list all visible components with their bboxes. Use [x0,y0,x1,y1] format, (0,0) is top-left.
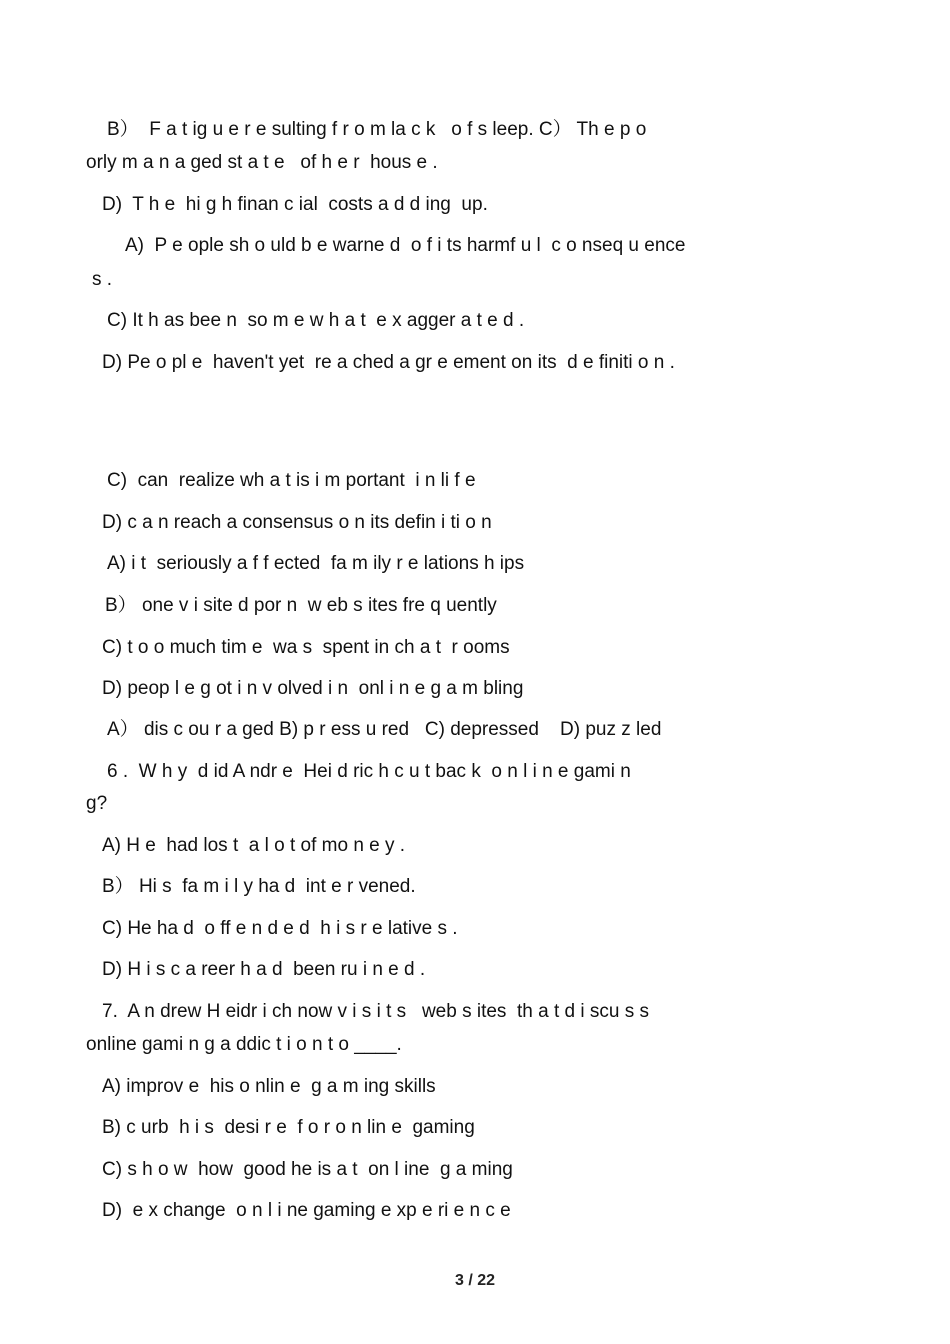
option-c-exaggerated: C) It h as bee n so m e w h a t e x agger a t e d . [107,310,525,331]
q7-option-d: D) e x change o n l i ne gaming e xp e ri e n c e [102,1200,511,1221]
q6-option-a: A) H e had los t a l o t of mo n e y . [102,835,406,856]
options-feelings: A） dis c ou r a ged B) p r ess u red C) depressed D) puz z led [107,719,662,740]
option-d-costs: D) T h e hi g h finan c ial costs a d d ing up. [102,194,488,215]
q6-option-d: D) H i s c a reer h a d been ru i n e d . [102,959,426,980]
option-a-relationships: A) i t seriously a f f ected fa m ily r e lations h ips [107,553,525,574]
option-b-fatigue: B） F a t ig u e r e sulting f r o m la c k o f s leep. C） Th e p o [107,119,647,140]
option-d-gambling: D) peop l e g ot i n v olved i n onl i n e g a m bling [102,678,524,699]
option-c-continuation: orly m a n a ged st a t e of h e r hous e . [86,152,438,173]
q6-option-b: B） Hi s fa m i l y ha d int e r vened. [102,876,416,897]
option-b-websites: B） one v i site d por n w eb s ites fre q uently [105,595,497,616]
q6-option-c: C) He ha d o ff e n d e d h i s r e lative s . [102,918,458,939]
page-number: 3 / 22 [454,1272,496,1289]
question-6-continuation: g? [86,793,108,814]
option-a-warned: A) P e ople sh o uld b e warne d o f i ts harmf u l c o nseq u ence [125,235,686,256]
option-d-consensus: D) c a n reach a consensus o n its defin i ti o n [102,512,492,533]
q7-option-c: C) s h o w how good he is a t on l ine g a ming [102,1159,513,1180]
option-c-chatrooms: C) t o o much tim e wa s spent in ch a t r ooms [102,637,510,658]
question-6: 6 . W h y d id A ndr e Hei d ric h c u t bac k o n l i n e gami n [107,761,631,782]
option-d-agreement: D) Pe o pl e haven't yet re a ched a gr e ement on its d e finiti o n . [102,352,675,373]
question-7: 7. A n drew H eidr i ch now v i s i t s web s ites th a t d i scu s s [102,1001,649,1022]
question-7-continuation: online gami n g a ddic t i o n t o ____. [86,1034,402,1055]
q7-option-a: A) improv e his o nlin e g a m ing skills [102,1076,436,1097]
option-a-continuation: s . [92,269,113,290]
option-c-realize: C) can realize wh a t is i m portant i n li f e [107,470,476,491]
q7-option-b: B) c urb h i s desi r e f o r o n lin e gaming [102,1117,475,1138]
